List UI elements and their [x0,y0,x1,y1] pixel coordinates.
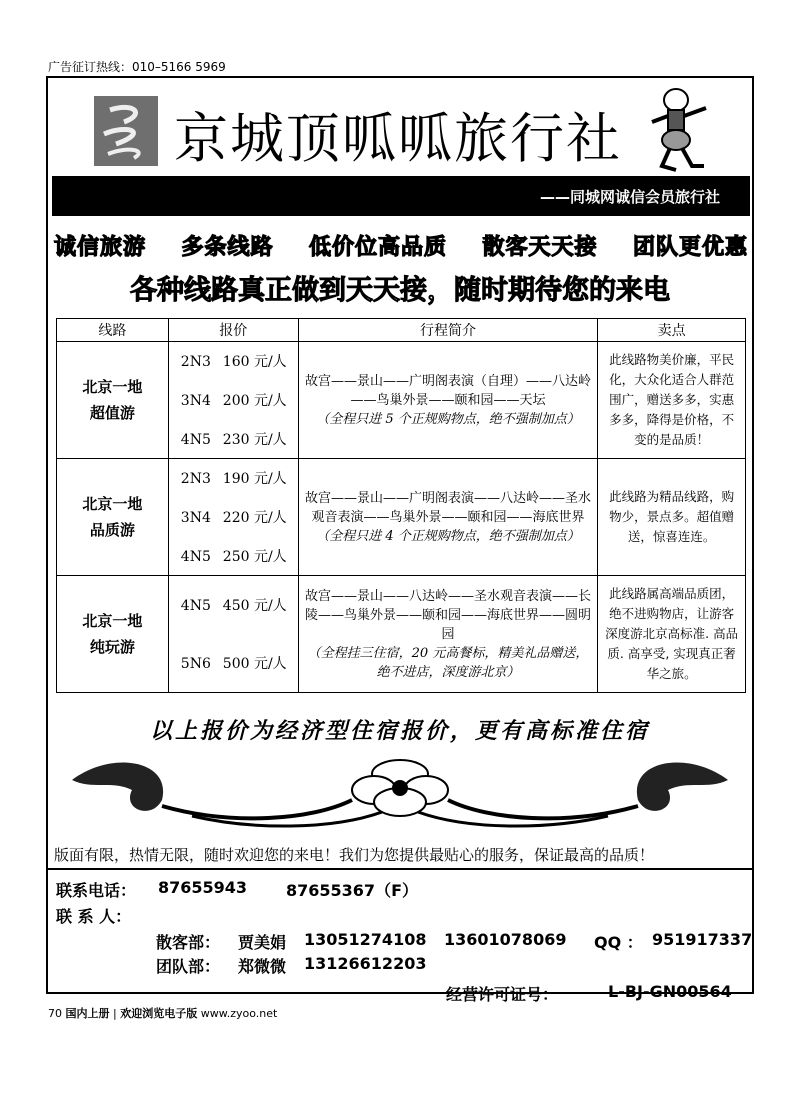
individual-mobile-2: 13601078069 [444,930,567,949]
individual-contact-name: 贾美娟 [238,933,287,952]
price-line [181,468,298,488]
website-url: www.zyoo.net [200,1007,278,1020]
price-cell [168,342,298,459]
price-amount: 200 元/人 [222,392,287,409]
ad-frame [46,76,754,1004]
route-name-line2: 纯玩游 [89,638,135,656]
license-label: 经营许可证号： [446,985,559,1004]
route-name [57,576,169,693]
price-code: 3N4 [180,509,211,526]
flower-ornament [52,750,748,830]
feature-item: 诚信旅游 [54,235,147,260]
price-amount: 230 元/人 [222,431,287,448]
footer-slogan: 欢迎浏览电子版 [120,1007,198,1020]
price-line [181,507,298,527]
price-code: 4N5 [180,598,211,614]
price-line [181,390,298,410]
qq-number: 951917337 [652,930,753,949]
phone-label: 联系电话： [56,881,137,900]
route-name-line2: 超值游 [89,404,135,422]
agency-name: 京城顶呱呱旅行社 [174,107,622,170]
footer-separator: | [113,1007,117,1020]
header-route: 线路 [57,319,169,342]
itinerary-note: （全程只进 5 个正规购物点，绝不强制加点） [316,411,580,427]
group-dept-label: 团队部： [156,957,221,976]
itinerary-note: （全程挂三住宿，20 元高餐标，精美礼品赠送，绝不进店，深度游北京） [307,645,589,680]
price-line [181,595,298,615]
welcome-text: 版面有限，热情无限，随时欢迎您的来电！我们为您提供最贴心的服务，保证最高的品质！ [54,846,655,864]
agency-logo [94,96,158,166]
fax-number: 87655367（F） [286,881,418,900]
route-table [56,318,746,693]
header-selling-point: 卖点 [598,319,746,342]
itinerary-note: （全程只进 4 个正规购物点，绝不强制加点） [316,528,580,544]
page-number: 70 [48,1007,62,1020]
price-code: 4N5 [180,431,211,448]
price-line [181,546,298,566]
feature-list [54,230,748,261]
itinerary-cell [298,342,597,459]
page-footer [48,1005,277,1021]
member-banner [52,176,750,216]
group-contact-name: 郑微微 [238,957,287,976]
license-number: L-BJ-GN00564 [608,982,732,1001]
price-code: 3N4 [180,392,211,409]
table-header-row [57,319,746,342]
selling-point: 此线路为精品线路，购物少，景点多。超值赠送，惊喜连连。 [598,459,746,576]
price-code: 4N5 [180,548,211,565]
selling-point: 此线路属高端品质团，绝不进购物店，让游客深度游北京高标准. 高品质. 高享受, 实现真正奢华之旅。 [598,576,746,693]
price-amount: 450 元/人 [222,598,287,614]
itinerary-text: 故宫——景山——广明阁表演（自理）——八达岭——鸟巢外景——颐和园——天坛 [304,373,591,408]
selling-point: 此线路物美价廉，平民化，大众化适合人群范围广，赠送多多，实惠多多，降得是价格，不变的是品质！ [598,342,746,459]
price-amount: 160 元/人 [222,354,287,371]
individual-mobile-1: 13051274108 [304,930,427,949]
price-cell [168,459,298,576]
mascot-illustration [646,86,716,176]
group-mobile: 13126612203 [304,954,427,973]
contact-person-label: 联 系 人： [56,907,132,926]
route-name [57,342,169,459]
individual-dept-label: 散客部： [156,933,221,952]
book-title: 国内上册 [65,1007,110,1020]
itinerary-cell [298,459,597,576]
feature-item: 多条线路 [181,235,274,260]
price-amount: 250 元/人 [222,548,287,565]
price-line [181,351,298,371]
header-price: 报价 [168,319,298,342]
price-amount: 190 元/人 [222,471,287,488]
feature-item: 散客天天接 [482,235,598,260]
feature-item: 团队更优惠 [632,235,748,260]
slogan: 各种线路真正做到天天接，随时期待您的来电 [130,275,670,306]
itinerary-text: 故宫——景山——广明阁表演——八达岭——圣水观音表演——鸟巢外景——颐和园——海底世界 [304,490,591,525]
table-row [57,459,746,576]
price-code: 2N3 [180,354,211,371]
route-name-line1: 北京一地 [82,378,143,396]
route-name-line1: 北京一地 [82,612,143,630]
header-itinerary: 行程简介 [298,319,597,342]
ad-hotline: 广告征订热线：010–5166 5969 [48,60,226,74]
price-code: 2N3 [180,471,211,488]
table-row [57,576,746,693]
phone-number: 87655943 [158,878,248,897]
member-tagline: ——同城网诚信会员旅行社 [539,188,720,206]
route-name [57,459,169,576]
table-row [57,342,746,459]
price-amount: 500 元/人 [222,656,287,672]
price-amount: 220 元/人 [222,509,287,526]
route-name-line2: 品质游 [89,521,135,539]
price-line [181,653,298,673]
itinerary-text: 故宫——景山——八达岭——圣水观音表演——长陵——鸟巢外景——颐和园——海底世界——圆明园 [304,588,591,642]
price-note: 以上报价为经济型住宿报价，更有高标准住宿 [149,718,650,744]
price-line [181,429,298,449]
price-cell [168,576,298,693]
route-name-line1: 北京一地 [82,495,143,513]
qq-label: QQ ： [594,933,643,952]
feature-item: 低价位高品质 [308,235,447,260]
contact-divider [48,868,752,870]
price-code: 5N6 [180,656,211,672]
itinerary-cell [298,576,597,693]
